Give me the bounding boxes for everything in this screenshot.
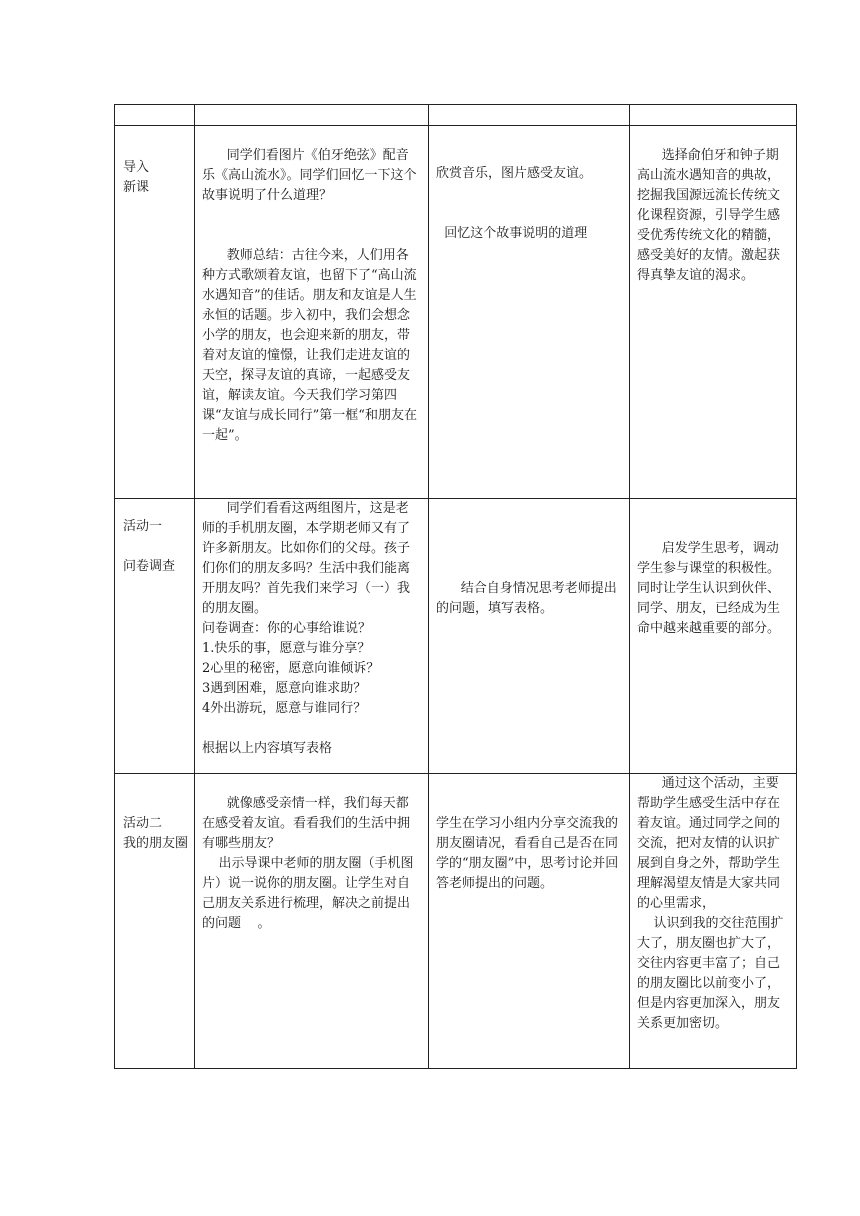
teacher-activity-text: 同学们看看这两组图片，这是老师的手机朋友圈，本学期老师又有了许多新朋友。比如你们的父母。孩子们你们的朋友多吗？生活中我们能离开朋友吗？首先我们来学习（一）我的朋友圈。 问卷调查：你的心事给谁说？ 1.快乐的事，愿意与谁分享？ 2心里的秘密，愿意向谁倾诉？ 3遇到困难，愿意向谁求助？ 4外出游玩，愿意与谁同行？ 根据以上内容填写表格 (202, 501, 411, 756)
table-row (115, 499, 797, 774)
stage-label-cell (115, 126, 195, 499)
stage-label: 活动一 问卷调查 (123, 519, 176, 574)
lesson-plan-table (114, 104, 797, 1069)
design-intent-text: 通过这个活动，主要帮助学生感受生活中存在着友谊。通过同学之间的交流，把对友情的认识扩展到自身之外，帮助学生理解渴望友情是大家共同的心里需求， 认识到我的交往范围扩大了，朋友圈也扩大了，交往内容更丰富了；自己的朋友圈比以前变小了，但是内容更加深入，朋友关系更加密切。 (637, 776, 784, 1031)
teacher-activity-text: 同学们看图片《伯牙绝弦》配音乐《高山流水》。同学们回忆一下这个故事说明了什么道理？ 教师总结：古往今来，人们用各种方式歌颂着友谊，也留下了“高山流水遇知音”的佳话。朋友和友谊是人生永恒的话题。步入初中，我们会想念小学的朋友，也会迎来新的朋友，带着对友谊的憧憬，让我们走进友谊的天空，探寻友谊的真谛，一起感受友谊，解读友谊。今天我们学习第四课“友谊与成长同行”第一框“和朋友在一起”。 (202, 148, 417, 443)
design-intent-cell (630, 126, 797, 499)
teacher-activity-cell (195, 499, 429, 774)
teacher-activity-text: 就像感受亲情一样，我们每天都在感受着友谊。看看我们的生活中拥有哪些朋友？ 出示导课中老师的朋友圈（手机图片）说一说你的朋友圈。让学生对自己朋友关系进行梳理，解决之前提出的问题 。 (202, 796, 414, 931)
header-cell (115, 105, 195, 126)
student-activity-text: 欣赏音乐，图片感受友谊。 回忆这个故事说明的道理 (436, 166, 593, 241)
header-cell (630, 105, 797, 126)
student-activity-cell (429, 126, 630, 499)
student-activity-cell (429, 499, 630, 774)
table-row (115, 126, 797, 499)
design-intent-text: 启发学生思考，调动学生参与课堂的积极性。同时让学生认识到伙伴、同学、朋友，已经成为生命中越来越重要的部分。 (637, 541, 781, 636)
stage-label-cell (115, 499, 195, 774)
student-activity-cell (429, 774, 630, 1069)
header-cell (195, 105, 429, 126)
header-cell (429, 105, 630, 126)
table-header-row (115, 105, 797, 126)
stage-label: 活动二 我的朋友圈 (123, 816, 189, 851)
design-intent-cell (630, 774, 797, 1069)
design-intent-cell (630, 499, 797, 774)
student-activity-text: 学生在学习小组内分享交流我的朋友圈请况，看看自己是否在同学的“朋友圈”中，思考讨论并回答老师提出的问题。 (436, 816, 619, 891)
student-activity-text: 结合自身情况思考老师提出的问题，填写表格。 (436, 581, 617, 616)
teacher-activity-cell (195, 126, 429, 499)
stage-label: 导入 新课 (123, 160, 150, 195)
design-intent-text: 选择俞伯牙和钟子期高山流水遇知音的典故，挖掘我国源远流长传统文化课程资源，引导学生感受优秀传统文化的精髓，感受美好的友情。激起获得真挚友谊的渴求。 (637, 148, 781, 283)
stage-label-cell (115, 774, 195, 1069)
teacher-activity-cell (195, 774, 429, 1069)
table-row (115, 774, 797, 1069)
